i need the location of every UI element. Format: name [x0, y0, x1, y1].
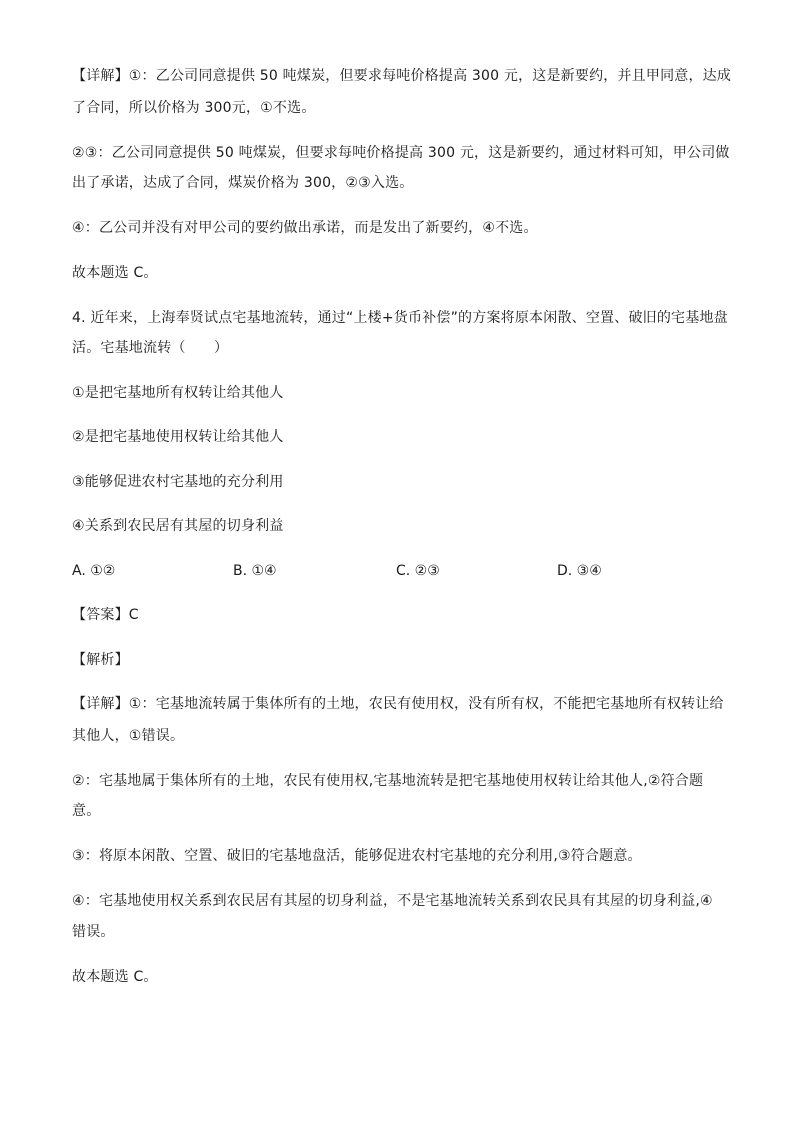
detail-1-line-1: 【详解】①：宅基地流转属于集体所有的土地，农民有使用权，没有所有权，不能把宅基地所有权转让给 — [72, 696, 724, 712]
conclusion: 故本题选 C。 — [72, 969, 158, 985]
detail-4-line-2: 错误。 — [72, 924, 115, 940]
statement-3: ③能够促进农村宅基地的充分利用 — [72, 474, 284, 490]
prev-point23-line-1: ②③：乙公司同意提供 50 吨煤炭，但要求每吨价格提高 300 元，这是新要约，通过材料可知，甲公司做 — [72, 145, 730, 161]
option-a: A. ①② — [72, 563, 116, 579]
detail-4-line-1: ④：宅基地使用权关系到农民居有其屋的切身利益，不是宅基地流转关系到农民具有其屋的切身利益,④ — [72, 893, 713, 909]
question-stem-line-1: 4. 近年来，上海奉贤试点宅基地流转，通过“上楼+货币补偿”的方案将原本闲散、空置、破旧的宅基地盘 — [72, 310, 728, 326]
statement-1: ①是把宅基地所有权转让给其他人 — [72, 385, 284, 401]
detail-1-line-2: 其他人，①错误。 — [72, 728, 185, 744]
detail-3: ③：将原本闲散、空置、破旧的宅基地盘活，能够促进农村宅基地的充分利用,③符合题意。 — [72, 848, 642, 864]
prev-detail-line-2: 了合同，所以价格为 300元，①不选。 — [72, 100, 316, 116]
statement-4: ④关系到农民居有其屋的切身利益 — [72, 518, 284, 534]
prev-point4: ④：乙公司并没有对甲公司的要约做出承诺，而是发出了新要约，④不选。 — [72, 220, 538, 236]
statement-2: ②是把宅基地使用权转让给其他人 — [72, 429, 284, 445]
detail-2-line-2: 意。 — [72, 803, 101, 819]
answer: 【答案】C — [72, 607, 139, 623]
detail-2-line-1: ②：宅基地属于集体所有的土地，农民有使用权,宅基地流转是把宅基地使用权转让给其他人,②符合题 — [72, 773, 704, 789]
prev-conclusion: 故本题选 C。 — [72, 265, 158, 281]
prev-detail-line-1: 【详解】①：乙公司同意提供 50 吨煤炭，但要求每吨价格提高 300 元，这是新要约，并且甲同意，达成 — [72, 68, 732, 84]
analysis-heading: 【解析】 — [72, 652, 129, 668]
option-b: B. ①④ — [233, 563, 277, 579]
question-stem-line-2: 活。宅基地流转（ ） — [72, 340, 229, 356]
option-d: D. ③④ — [557, 563, 602, 579]
prev-point23-line-2: 出了承诺，达成了合同，煤炭价格为 300，②③入选。 — [72, 175, 414, 191]
option-c: C. ②③ — [396, 563, 440, 579]
